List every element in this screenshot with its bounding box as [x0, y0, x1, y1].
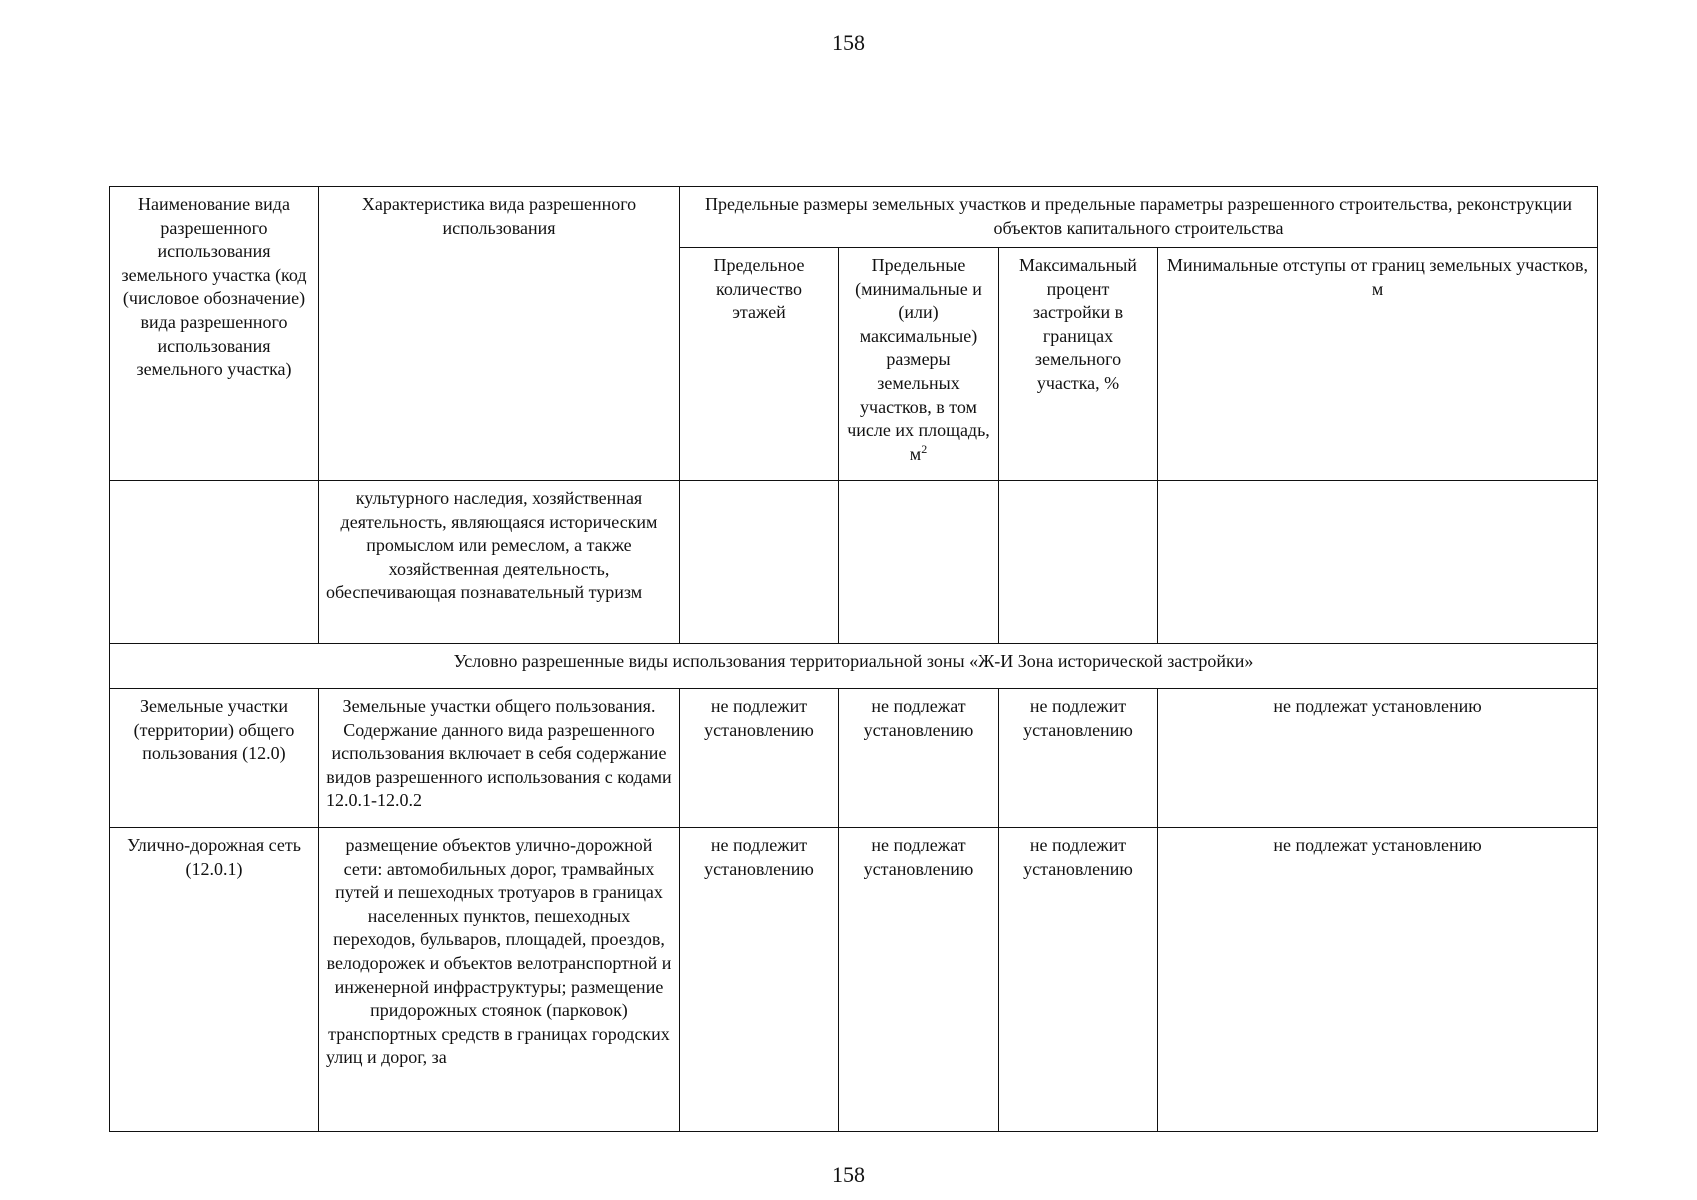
cell-characteristic: культурного наследия, хозяйственная деятельность, являющаяся историческим промыслом или ремеслом, а также хозяйственная деятельность, обеспечивающая познавательный туризм — [319, 481, 680, 644]
cell-floors-empty — [680, 481, 839, 644]
cell-characteristic: размещение объектов улично-дорожной сети: автомобильных дорог, трамвайных путей и пешеходных тротуаров в границах населенных пунктов, пешеходных переходов, бульваров, площадей, проездов, велодорожек и объектов велотранспортной и инженерной инфраструктуры; размещение придорожных стоянок (парковок) транспортных средств в границах городских улиц и дорог, за — [319, 828, 680, 1132]
cell-coverage: не подлежит установлению — [999, 828, 1158, 1132]
cell-coverage: не подлежит установлению — [999, 689, 1158, 828]
table-row — [110, 828, 1598, 1132]
cell-setbacks: не подлежат установлению — [1158, 689, 1598, 828]
page-number-bottom: 158 — [832, 1162, 865, 1187]
cell-characteristic: Земельные участки общего пользования. Содержание данного вида разрешенного использования включает в себя содержание видов разрешенного использования с кодами 12.0.1-12.0.2 — [319, 689, 680, 828]
regulations-table — [109, 186, 1598, 1132]
header-plot-sizes-sup: 2 — [921, 441, 928, 456]
header-plot-sizes-text: Предельные (минимальные и (или) максимальные) размеры земельных участков, в том числе их площадь, м — [847, 255, 990, 464]
group-title: Условно разрешенные виды использования территориальной зоны «Ж-И Зона исторической застройки» — [110, 644, 1598, 689]
cell-plot-sizes: не подлежат установлению — [839, 828, 999, 1132]
page-number-top: 158 — [832, 30, 865, 55]
header-limits: Предельные размеры земельных участков и предельные параметры разрешенного строительства, реконструкции объектов капитального строительства — [680, 187, 1598, 248]
cell-plot-sizes: не подлежат установлению — [839, 689, 999, 828]
cell-plot-sizes-empty — [839, 481, 999, 644]
cell-name-empty — [110, 481, 319, 644]
header-row — [110, 187, 1598, 248]
header-setbacks: Минимальные отступы от границ земельных участков, м — [1158, 248, 1598, 481]
group-row — [110, 644, 1598, 689]
header-characteristic: Характеристика вида разрешенного использования — [319, 187, 680, 481]
cell-name: Улично-дорожная сеть (12.0.1) — [110, 828, 319, 1132]
table-row — [110, 689, 1598, 828]
cell-name: Земельные участки (территории) общего пользования (12.0) — [110, 689, 319, 828]
header-floors: Предельное количество этажей — [680, 248, 839, 481]
header-coverage: Максимальный процент застройки в границах земельного участка, % — [999, 248, 1158, 481]
table-row — [110, 481, 1598, 644]
cell-setbacks-empty — [1158, 481, 1598, 644]
cell-floors: не подлежит установлению — [680, 689, 839, 828]
cell-floors: не подлежит установлению — [680, 828, 839, 1132]
header-plot-sizes — [839, 248, 999, 481]
header-name: Наименование вида разрешенного использования земельного участка (код (числовое обозначение) вида разрешенного использования земельного участка) — [110, 187, 319, 481]
cell-coverage-empty — [999, 481, 1158, 644]
cell-setbacks: не подлежат установлению — [1158, 828, 1598, 1132]
